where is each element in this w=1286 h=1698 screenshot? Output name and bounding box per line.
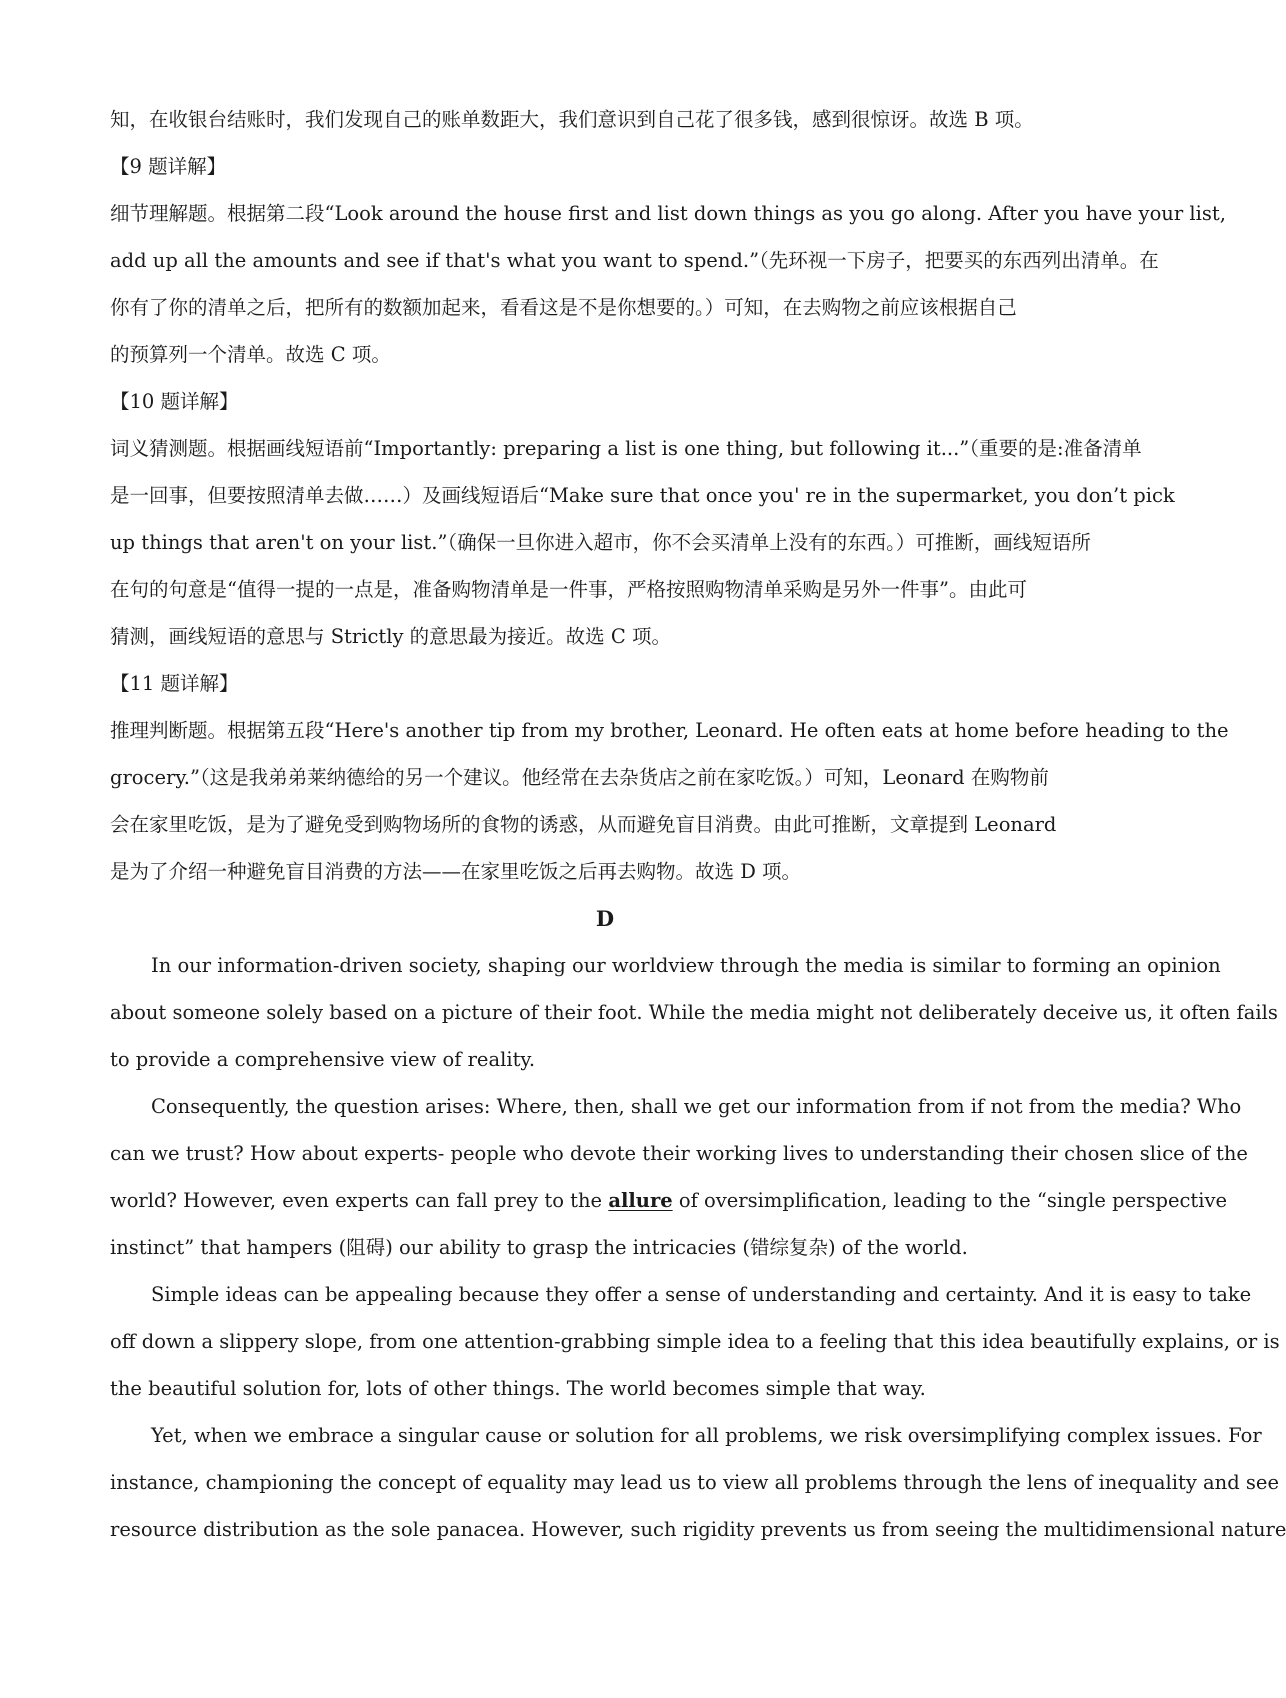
passage-d-p3-line: off down a slippery slope, from one attention-grabbing simple idea to a feeling that this idea beautifully explains, or is xyxy=(110,1330,1280,1353)
passage-d-p2-text: world? However, even experts can fall prey to the xyxy=(110,1189,609,1212)
q11-line: 推理判断题。根据第五段“Here's another tip from my brother, Leonard. He often eats at home before heading to the xyxy=(110,719,1229,742)
passage-d-p2-text: of oversimplification, leading to the “single perspective xyxy=(672,1189,1228,1212)
passage-d-p3-line: the beautiful solution for, lots of other things. The world becomes simple that way. xyxy=(110,1377,926,1400)
passage-d-p2-line xyxy=(110,1177,1228,1224)
passage-d-p4-line: instance, championing the concept of equality may lead us to view all problems through the lens of inequality and see xyxy=(110,1471,1279,1494)
q11-line: grocery.”（这是我弟弟莱纳德给的另一个建议。他经常在去杂货店之前在家吃饭。）可知，Leonard 在购物前 xyxy=(110,766,1049,789)
passage-d-p1-line: to provide a comprehensive view of reality. xyxy=(110,1048,536,1071)
q9-line: 你有了你的清单之后，把所有的数额加起来，看看这是不是你想要的。）可知，在去购物之前应该根据自己 xyxy=(110,296,1017,319)
passage-d-p1-line: about someone solely based on a picture of their foot. While the media might not deliberately deceive us, it often fails xyxy=(110,1001,1278,1024)
passage-d-p4-line: resource distribution as the sole panacea. However, such rigidity prevents us from seeing the multidimensional nature xyxy=(110,1518,1286,1541)
q10-line: 在句的句意是“值得一提的一点是，准备购物清单是一件事，严格按照购物清单采购是另外一件事”。由此可 xyxy=(110,578,1027,601)
underlined-word-allure: allure xyxy=(608,1189,673,1212)
q10-line: 是一回事，但要按照清单去做……）及画线短语后“Make sure that once you' re in the supermarket, you don’t pick xyxy=(110,484,1175,507)
q10-heading: 【10 题详解】 xyxy=(110,390,239,413)
q11-line: 是为了介绍一种避免盲目消费的方法——在家里吃饭之后再去购物。故选 D 项。 xyxy=(110,860,802,883)
document-page xyxy=(110,96,1286,1553)
q9-heading: 【9 题详解】 xyxy=(110,155,227,178)
q11-line: 会在家里吃饭，是为了避免受到购物场所的食物的诱惑，从而避免盲目消费。由此可推断，文章提到 Leonard xyxy=(110,813,1057,836)
q9-line: 细节理解题。根据第二段“Look around the house first and list down things as you go along. After you have your list, xyxy=(110,202,1226,225)
passage-d-title: D xyxy=(595,906,615,931)
q10-line: 词义猜测题。根据画线短语前“Importantly: preparing a list is one thing, but following it...”（重要的是:准备清单 xyxy=(110,437,1142,460)
passage-d-p4-line: Yet, when we embrace a singular cause or solution for all problems, we risk oversimplifying complex issues. For xyxy=(151,1424,1262,1447)
q9-line: 的预算列一个清单。故选 C 项。 xyxy=(110,343,391,366)
q9-line: add up all the amounts and see if that's what you want to spend.”（先环视一下房子，把要买的东西列出清单。在 xyxy=(110,249,1159,272)
passage-d-p2-line: instinct” that hampers (阻碍) our ability to grasp the intricacies (错综复杂) of the world. xyxy=(110,1236,968,1259)
passage-d-p2-line: can we trust? How about experts- people who devote their working lives to understanding their chosen slice of the xyxy=(110,1142,1248,1165)
q10-line: 猜测，画线短语的意思与 Strictly 的意思最为接近。故选 C 项。 xyxy=(110,625,671,648)
q11-heading: 【11 题详解】 xyxy=(110,672,239,695)
q10-line: up things that aren't on your list.”（确保一旦你进入超市，你不会买清单上没有的东西。）可推断，画线短语所 xyxy=(110,531,1091,554)
passage-d-p2-line: Consequently, the question arises: Where, then, shall we get our information from if not from the media? Who xyxy=(151,1095,1242,1118)
passage-d-p1-line: In our information-driven society, shaping our worldview through the media is similar to forming an opinion xyxy=(151,954,1221,977)
passage-d-p3-line: Simple ideas can be appealing because they offer a sense of understanding and certainty. And it is easy to take xyxy=(151,1283,1252,1306)
q8-explanation-tail: 知，在收银台结账时，我们发现自己的账单数距大，我们意识到自己花了很多钱，感到很惊讶。故选 B 项。 xyxy=(110,108,1034,131)
